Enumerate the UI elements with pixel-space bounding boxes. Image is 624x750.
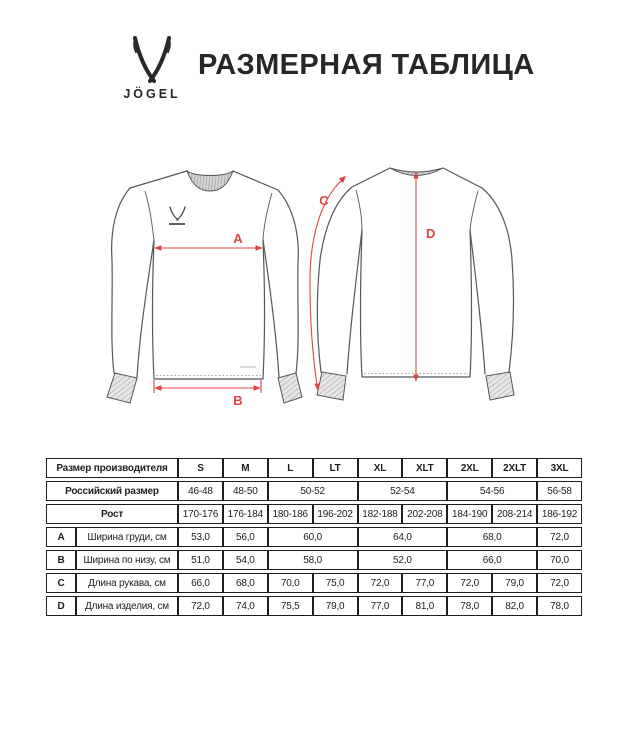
measure-arrow-d <box>413 171 435 382</box>
row-label-cell: Российский размер <box>46 481 178 501</box>
left-cuff <box>107 373 137 403</box>
page-title: РАЗМЕРНАЯ ТАБЛИЦА <box>198 49 535 81</box>
value-cell: 48-50 <box>223 481 268 501</box>
value-cell: 79,0 <box>313 596 358 616</box>
value-cell: 78,0 <box>537 596 582 616</box>
value-cell: LT <box>313 458 358 478</box>
value-cell: XL <box>358 458 403 478</box>
row-label-cell: Ширина по низу, см <box>76 550 178 570</box>
front-view-drawing <box>90 160 310 410</box>
value-cell: 52,0 <box>358 550 448 570</box>
table-row <box>46 550 582 570</box>
value-cell: 72,0 <box>537 573 582 593</box>
value-cell: 52-54 <box>358 481 448 501</box>
row-label-cell: Длина рукава, см <box>76 573 178 593</box>
measure-label-d: D <box>426 226 436 241</box>
back-right-sleeve-inner <box>470 230 485 374</box>
collar-rib <box>187 171 233 191</box>
value-cell: 46-48 <box>178 481 223 501</box>
measure-label-b: B <box>233 393 243 408</box>
value-cell: 64,0 <box>358 527 448 547</box>
back-right-sleeve-outer <box>482 188 513 372</box>
value-cell: 176-184 <box>223 504 268 524</box>
value-cell: 202-208 <box>402 504 447 524</box>
back-right-cuff <box>486 372 514 400</box>
measure-label-c: C <box>319 193 329 208</box>
value-cell: 54-56 <box>447 481 537 501</box>
right-cuff <box>278 373 302 403</box>
back-left-armhole-seam <box>356 190 362 230</box>
value-cell: 70,0 <box>537 550 582 570</box>
back-right-armhole-seam <box>470 191 478 230</box>
table-row <box>46 481 582 501</box>
row-label-cell: Длина изделия, см <box>76 596 178 616</box>
row-label-cell: Рост <box>46 504 178 524</box>
value-cell: 74,0 <box>223 596 268 616</box>
value-cell: 77,0 <box>358 596 403 616</box>
value-cell: 79,0 <box>492 573 537 593</box>
row-label-cell: Размер производителя <box>46 458 178 478</box>
back-view-drawing <box>300 160 530 410</box>
brand-wordmark: JÖGEL <box>123 87 181 101</box>
value-cell: L <box>268 458 313 478</box>
left-sleeve-outer <box>112 188 130 373</box>
left-sleeve-inner <box>137 240 154 377</box>
value-cell: 70,0 <box>268 573 313 593</box>
right-sleeve-inner <box>263 240 279 377</box>
value-cell: M <box>223 458 268 478</box>
value-cell: 68,0 <box>447 527 537 547</box>
back-left-cuff <box>317 372 346 400</box>
value-cell: 78,0 <box>447 596 492 616</box>
size-table-section <box>46 455 582 619</box>
value-cell: 2XLT <box>492 458 537 478</box>
value-cell: 51,0 <box>178 550 223 570</box>
row-label-cell: Ширина груди, см <box>76 527 178 547</box>
value-cell: 82,0 <box>492 596 537 616</box>
value-cell: 2XL <box>447 458 492 478</box>
row-key-cell: A <box>46 527 76 547</box>
measure-arrow-a <box>154 231 263 251</box>
value-cell: 54,0 <box>223 550 268 570</box>
body-outline <box>153 240 265 379</box>
right-sleeve-outer <box>278 190 298 373</box>
chest-logo <box>169 207 185 224</box>
value-cell: 66,0 <box>178 573 223 593</box>
back-left-sleeve-inner <box>347 230 362 374</box>
value-cell: 72,0 <box>447 573 492 593</box>
measure-label-a: A <box>233 231 243 246</box>
table-row <box>46 596 582 616</box>
value-cell: S <box>178 458 223 478</box>
table-row <box>46 458 582 478</box>
value-cell: 58,0 <box>268 550 358 570</box>
row-key-cell: D <box>46 596 76 616</box>
value-cell: 60,0 <box>268 527 358 547</box>
value-cell: 81,0 <box>402 596 447 616</box>
value-cell: 56-58 <box>537 481 582 501</box>
value-cell: 53,0 <box>178 527 223 547</box>
table-row <box>46 527 582 547</box>
value-cell: 50-52 <box>268 481 358 501</box>
value-cell: 77,0 <box>402 573 447 593</box>
brand-logo <box>112 36 192 101</box>
value-cell: 68,0 <box>223 573 268 593</box>
measure-arrow-c <box>310 176 346 391</box>
value-cell: 184-190 <box>447 504 492 524</box>
table-row <box>46 573 582 593</box>
value-cell: 75,0 <box>313 573 358 593</box>
value-cell: 196-202 <box>313 504 358 524</box>
value-cell: 72,0 <box>537 527 582 547</box>
value-cell: 72,0 <box>178 596 223 616</box>
value-cell: 75,5 <box>268 596 313 616</box>
left-armhole-seam <box>145 191 154 240</box>
right-armhole-seam <box>263 193 272 240</box>
row-key-cell: C <box>46 573 76 593</box>
value-cell: 56,0 <box>223 527 268 547</box>
row-key-cell: B <box>46 550 76 570</box>
value-cell: 186-192 <box>537 504 582 524</box>
back-left-sleeve-outer <box>317 187 352 372</box>
jogel-v-icon <box>129 36 175 84</box>
size-table-body <box>46 458 582 616</box>
value-cell: 3XL <box>537 458 582 478</box>
value-cell: 72,0 <box>358 573 403 593</box>
table-row <box>46 504 582 524</box>
value-cell: 66,0 <box>447 550 537 570</box>
value-cell: 180-186 <box>268 504 313 524</box>
value-cell: 170-176 <box>178 504 223 524</box>
value-cell: XLT <box>402 458 447 478</box>
measure-arrow-b <box>154 380 261 408</box>
value-cell: 208-214 <box>492 504 537 524</box>
value-cell: 182-188 <box>358 504 403 524</box>
size-table <box>46 455 582 619</box>
